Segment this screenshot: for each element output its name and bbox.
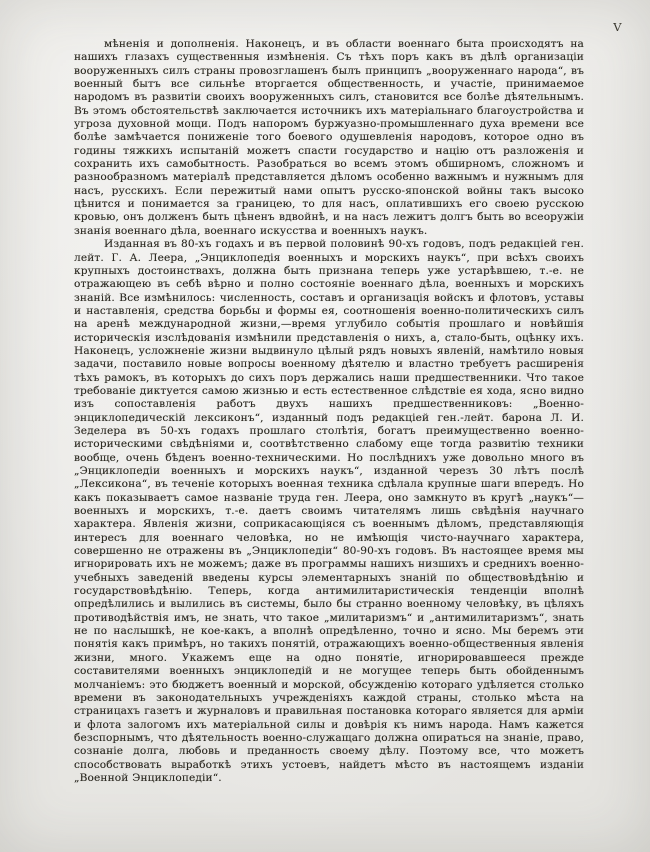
paragraph: мѣненія и дополненія. Наконецъ, и въ области военнаго быта происходятъ на нашихъ глазахъ существенныя измѣненія. Съ тѣхъ поръ какъ въ дѣлѣ организаціи вооруженныхъ силъ страны провозглашенъ былъ принципъ „вооруженнаго народа“, въ военный бытъ все сильнѣе вторгается общественность, и участіе, принимаемое народомъ въ развитіи своихъ вооруженныхъ силъ, становится все болѣе дѣятельнымъ. Въ этомъ обстоятельствѣ заключается источникъ ихъ матеріальнаго благоустройства и угроза духовной мощи. Подъ напоромъ буржуазно-промышленнаго духа времени все болѣе замѣчается пониженіе того боевого одушевленія народовъ, которое одно въ годины тяжкихъ испытаній можетъ спасти государство и націю отъ разложенія и сохранить ихъ самобытность. Разобраться во всемъ этомъ обширномъ, сложномъ и разнообразномъ матеріалѣ представляется дѣломъ особенно важнымъ и нужнымъ для насъ, русскихъ. Если пережитый нами опытъ русско-японской войны такъ высоко цѣнится и понимается за границею, то для насъ, оплатившихъ его своею русскою кровью, онъ долженъ быть цѣненъ вдвойнѣ, и на насъ лежитъ долгъ быть во всеоружіи знанія военнаго дѣла, военнаго искусства и военныхъ наукъ. [74, 38, 584, 237]
page-text [74, 38, 584, 785]
page-number: V [613, 20, 622, 34]
paragraph: Изданная въ 80-хъ годахъ и въ первой половинѣ 90-хъ годовъ, подъ редакціей ген. лейт. Г. А. Леера, „Энциклопедія военныхъ и морскихъ наукъ“, при всѣхъ своихъ крупныхъ достоинствахъ, должна быть признана теперь уже устарѣвшею, т.-е. не отражающею въ себѣ вѣрно и полно состояніе военнаго дѣла, военныхъ и морскихъ знаній. Все измѣнилось: численность, составъ и организація войскъ и флотовъ, уставы и наставленія, средства борьбы и формы ея, соотношенія военно-политическихъ силъ на аренѣ международной жизни,—время углубило событія прошлаго и новѣйшія историческія изслѣдованія измѣнили представленія о нихъ, а, стало-быть, оцѣнку ихъ. Наконецъ, усложненіе жизни выдвинуло цѣлый рядъ новыхъ явленій, намѣтило новыя задачи, поставило новые вопросы военному дѣятелю и властно требуетъ расширенія тѣхъ рамокъ, въ которыхъ до сихъ поръ держались наши предшественники. Что такое требованіе диктуется самою жизнью и есть естественное слѣдствіе ея хода, ясно видно изъ сопоставленія работъ двухъ нашихъ предшественниковъ: „Военно-энциклопедическій лексиконъ“, изданный подъ редакціей ген.-лейт. барона Л. И. Зеделера въ 50-хъ годахъ прошлаго столѣтія, богатъ преимущественно военно-историческими свѣдѣніями и, соотвѣтственно слабому еще тогда развитію техники вообще, очень бѣденъ военно-техническими. Но послѣднихъ уже довольно много въ „Энциклопедіи военныхъ и морскихъ наукъ“, изданной черезъ 30 лѣтъ послѣ „Лексикона“, въ теченіе которыхъ военная техника сдѣлала крупные шаги впередъ. Но какъ показываетъ самое названіе труда ген. Леера, оно замкнуто въ кругѣ „наукъ“—военныхъ и морскихъ, т.-е. даетъ своимъ читателямъ лишь свѣдѣнія научнаго характера. Явленія жизни, соприкасающіяся съ военнымъ дѣломъ, представляющія интересъ для военнаго человѣка, но не имѣющія чисто-научнаго характера, совершенно не отражены въ „Энциклопедіи“ 80-90-хъ годовъ. Въ настоящее время мы игнорировать ихъ не можемъ; даже въ программы нашихъ низшихъ и среднихъ военно-учебныхъ заведеній введены курсы элементарныхъ знаній по обществовѣдѣнію и государствовѣдѣнію. Теперь, когда антимилитаристическія тенденціи вполнѣ опредѣлились и вылились въ системы, было бы странно военному человѣку, въ цѣляхъ противодѣйствія имъ, не знать, что такое „милитаризмъ“ и „антимилитаризмъ“, знать не по наслышкѣ, не кое-какъ, а вполнѣ опредѣленно, точно и ясно. Мы беремъ эти понятія какъ примѣръ, но такихъ понятій, отражающихъ военно-общественныя явленія жизни, много. Укажемъ еще на одно понятіе, игнорировавшееся прежде составителями военныхъ энциклопедій и не могущее теперь быть обойденнымъ молчаніемъ: это бюджетъ военный и морской, обсужденію котораго удѣляется столько времени въ законодательныхъ учрежденіяхъ каждой страны, столько мѣста на страницахъ газетъ и журналовъ и правильная постановка котораго является для арміи и флота залогомъ ихъ матеріальной силы и довѣрія къ нимъ народа. Намъ кажется безспорнымъ, что дѣятельность военно-служащаго должна опираться на знаніе, право, сознаніе долга, любовь и преданность своему дѣлу. Поэтому все, что можетъ способствовать выработкѣ этихъ устоевъ, найдетъ мѣсто въ настоящемъ изданіи „Военной Энциклопедіи“. [74, 238, 584, 784]
